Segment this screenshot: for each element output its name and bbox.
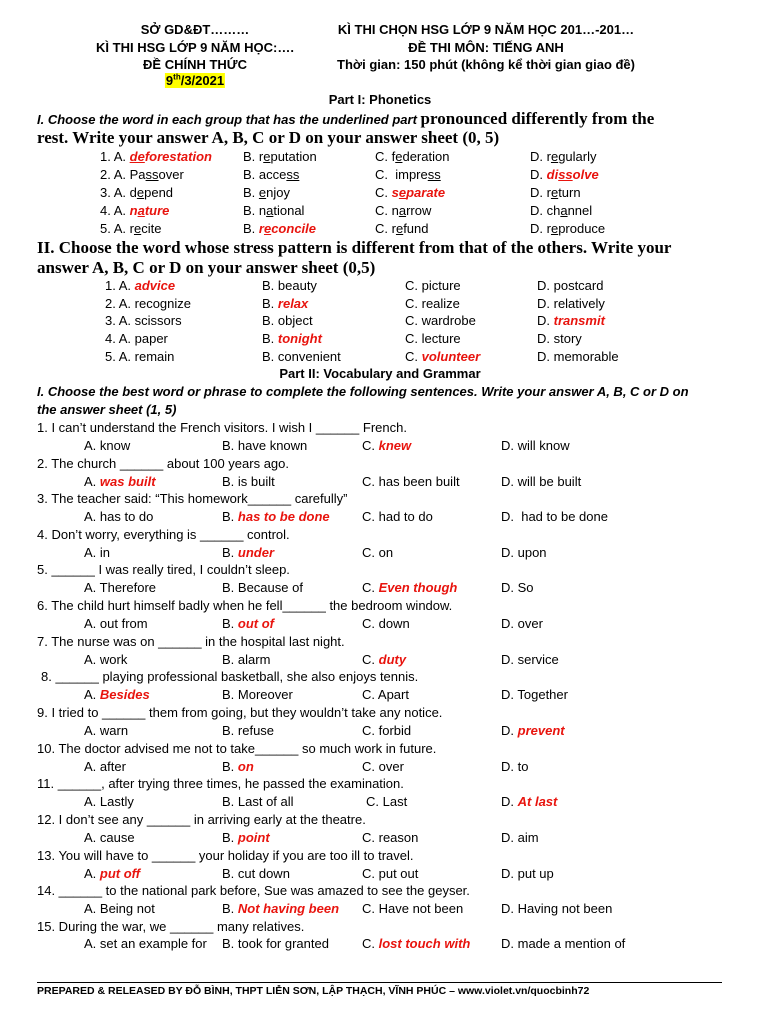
p2-q3-b: B. object [262,313,313,328]
v-q13-d: D. put up [501,866,554,881]
p2-q2-c: C. realize [405,296,460,311]
p2-q3-c: C. wardrobe [405,313,476,328]
v-q12-a: A. cause [84,830,135,845]
v-q8-c: C. Apart [362,687,409,702]
v-q12-b: B. point [222,830,270,845]
v-q9-c: C. forbid [362,723,412,738]
v-q6-b: B. out of [222,616,274,631]
p2-q1-b: B. beauty [262,278,317,293]
v-q2-c: C. has been built [362,474,460,489]
v-q8-stem: 8. ______ playing professional basketball, she also enjoys tennis. [41,669,419,684]
v-q7-b: B. alarm [222,652,271,667]
v-q3-c: C. had to do [362,509,433,524]
header-exam-year-left: KÌ THI HSG LỚP 9 NĂM HỌC:…. [96,40,294,55]
v-q7-d: D. service [501,652,559,667]
v-q7-stem: 7. The nurse was on ______ in the hospital last night. [37,634,345,649]
v-q5-c: C. Even though [362,580,458,595]
v-q5-d: D. So [501,580,534,595]
p1-q3-a: 3. A. depend [100,185,174,200]
v-q11-b: B. Last of all [222,794,294,809]
v-q14-stem: 14. ______ to the national park before, Sue was amazed to see the geyser. [37,883,470,898]
p1-q1-c: C. federation [375,149,450,164]
header-official: ĐỀ CHÍNH THỨC [143,57,247,72]
p2-q1-d: D. postcard [537,278,604,293]
header-subject: ĐỀ THI MÔN: TIẾNG ANH [408,40,564,55]
v-q1-c: C. knew [362,438,412,453]
part2-title: Part II: Vocabulary and Grammar [279,366,481,381]
p2-q5-d: D. memorable [537,349,619,364]
p1-q2-a: 2. A. Passover [100,167,184,182]
p1-q1-d: D. regularly [530,149,597,164]
p1-q4-d: D. channel [530,203,593,218]
p1-q4-a: 4. A. nature [100,203,170,218]
p1-q5-d: D. reproduce [530,221,606,236]
v-q8-a: A. Besides [84,687,150,702]
v-q4-b: B. under [222,545,275,560]
v-q3-b: B. has to be done [222,509,330,524]
p1-q4-b: B. national [243,203,305,218]
p2-q3-a: 3. A. scissors [105,313,182,328]
v-q15-c: C. lost touch with [362,936,471,951]
part1-section2-heading-line2: answer A, B, C or D on your answer sheet (0,5) [37,258,376,277]
v-q6-c: C. down [362,616,410,631]
v-q12-c: C. reason [362,830,419,845]
v-q6-a: A. out from [84,616,148,631]
part2-section1-heading-line2: the answer sheet (1, 5) [37,402,177,417]
v-q11-stem: 11. ______, after trying three times, he passed the examination. [37,776,404,791]
v-q7-c: C. duty [362,652,407,667]
header-exam-title: KÌ THI CHỌN HSG LỚP 9 NĂM HỌC 201…-201… [337,22,635,37]
v-q2-stem: 2. The church ______ about 100 years ago. [37,456,290,471]
v-q1-a: A. know [84,438,131,453]
p1-q2-d: D. dissolve [530,167,599,182]
v-q6-stem: 6. The child hurt himself badly when he fell______ the bedroom window. [37,598,453,613]
v-q7-a: A. work [84,652,128,667]
v-q2-b: B. is built [222,474,275,489]
v-q4-d: D. upon [501,545,547,560]
part1-section1-heading-line2: rest. Write your answer A, B, C or D on your answer sheet (0, 5) [37,128,500,147]
p2-q1-a: 1. A. advice [105,278,176,293]
p2-q2-d: D. relatively [537,296,605,311]
p2-q2-b: B. relax [262,296,309,311]
footer-divider [37,982,722,983]
header-department: SỞ GD&ĐT……… [140,22,250,37]
p2-q3-d: D. transmit [537,313,605,328]
v-q4-a: A. in [84,545,111,560]
p1-q3-d: D. return [530,185,581,200]
p1-q3-b: B. enjoy [243,185,290,200]
part1-section2-heading: II. Choose the word whose stress pattern is different from that of the others. Write your [37,238,672,257]
v-q14-b: B. Not having been [222,901,340,916]
v-q9-d: D. prevent [501,723,565,738]
p2-q5-c: C. volunteer [405,349,481,364]
part1-section1-heading: I. Choose the word in each group that has the underlined part pronounced differently from the [37,109,655,128]
v-q9-a: A. warn [84,723,129,738]
v-q10-c: C. over [362,759,404,774]
p2-q1-c: C. picture [405,278,461,293]
v-q13-b: B. cut down [222,866,290,881]
v-q13-a: A. put off [84,866,141,881]
v-q11-d: D. At last [501,794,558,809]
p1-q2-b: B. access [243,167,300,182]
p1-q5-a: 5. A. recite [100,221,162,236]
v-q11-a: A. Lastly [84,794,134,809]
p1-q4-c: C. narrow [375,203,432,218]
footer-credit: PREPARED & RELEASED BY ĐỖ BÌNH, THPT LIỄN SƠN, LẬP THẠCH, VĨNH PHÚC – www.violet.vn/quocbinh72 [37,985,590,997]
v-q9-b: B. refuse [222,723,275,738]
p1-q1-b: B. reputation [243,149,317,164]
v-q15-d: D. made a mention of [501,936,626,951]
v-q5-b: B. Because of [222,580,303,595]
v-q5-stem: 5. ______ I was really tired, I couldn’t sleep. [37,562,290,577]
v-q14-a: A. Being not [84,901,155,916]
v-q6-d: D. over [501,616,543,631]
p2-q4-a: 4. A. paper [105,331,168,346]
v-q4-c: C. on [362,545,394,560]
v-q10-stem: 10. The doctor advised me not to take______ so much work in future. [37,741,437,756]
v-q15-stem: 15. During the war, we ______ many relatives. [37,919,305,934]
header-date: 9th/3/2021 [165,72,225,88]
v-q12-stem: 12. I don’t see any ______ in arriving early at the theatre. [37,812,366,827]
v-q11-c: C. Last [366,794,408,809]
v-q14-c: C. Have not been [362,901,464,916]
v-q13-stem: 13. You will have to ______ your holiday if you are too ill to travel. [37,848,414,863]
v-q8-d: D. Together [501,687,568,702]
v-q15-a: A. set an example for [84,936,207,951]
part1-title: Part I: Phonetics [328,92,432,107]
header-time: Thời gian: 150 phút (không kể thời gian giao đề) [337,57,635,72]
v-q3-a: A. has to do [84,509,154,524]
v-q14-d: D. Having not been [501,901,613,916]
v-q2-a: A. was built [84,474,156,489]
v-q1-stem: 1. I can’t understand the French visitors. I wish I ______ French. [37,420,407,435]
p1-q5-c: C. refund [375,221,429,236]
p1-q5-b: B. reconcile [243,221,316,236]
v-q9-stem: 9. I tried to ______ them from going, but they wouldn’t take any notice. [37,705,443,720]
p1-q3-c: C. separate [375,185,446,200]
v-q1-b: B. have known [222,438,308,453]
v-q15-b: B. took for granted [222,936,329,951]
v-q4-stem: 4. Don’t worry, everything is ______ control. [37,527,290,542]
v-q10-b: B. on [222,759,254,774]
v-q10-d: D. to [501,759,529,774]
v-q13-c: C. put out [362,866,419,881]
v-q3-d: D. had to be done [501,509,608,524]
v-q5-a: A. Therefore [84,580,157,595]
v-q3-stem: 3. The teacher said: “This homework______ carefully” [37,491,348,506]
v-q1-d: D. will know [501,438,570,453]
p1-q1-a: 1. A. deforestation [100,149,212,164]
p2-q4-d: D. story [537,331,582,346]
v-q12-d: D. aim [501,830,539,845]
p2-q2-a: 2. A. recognize [105,296,191,311]
p2-q4-c: C. lecture [405,331,461,346]
p1-q2-c: C. impress [375,167,441,182]
v-q10-a: A. after [84,759,126,774]
p2-q5-b: B. convenient [262,349,341,364]
part2-section1-heading: I. Choose the best word or phrase to complete the following sentences. Write your answer A, B, C or D on [37,384,689,399]
v-q2-d: D. will be built [501,474,582,489]
p2-q5-a: 5. A. remain [105,349,175,364]
p2-q4-b: B. tonight [262,331,322,346]
v-q8-b: B. Moreover [222,687,293,702]
